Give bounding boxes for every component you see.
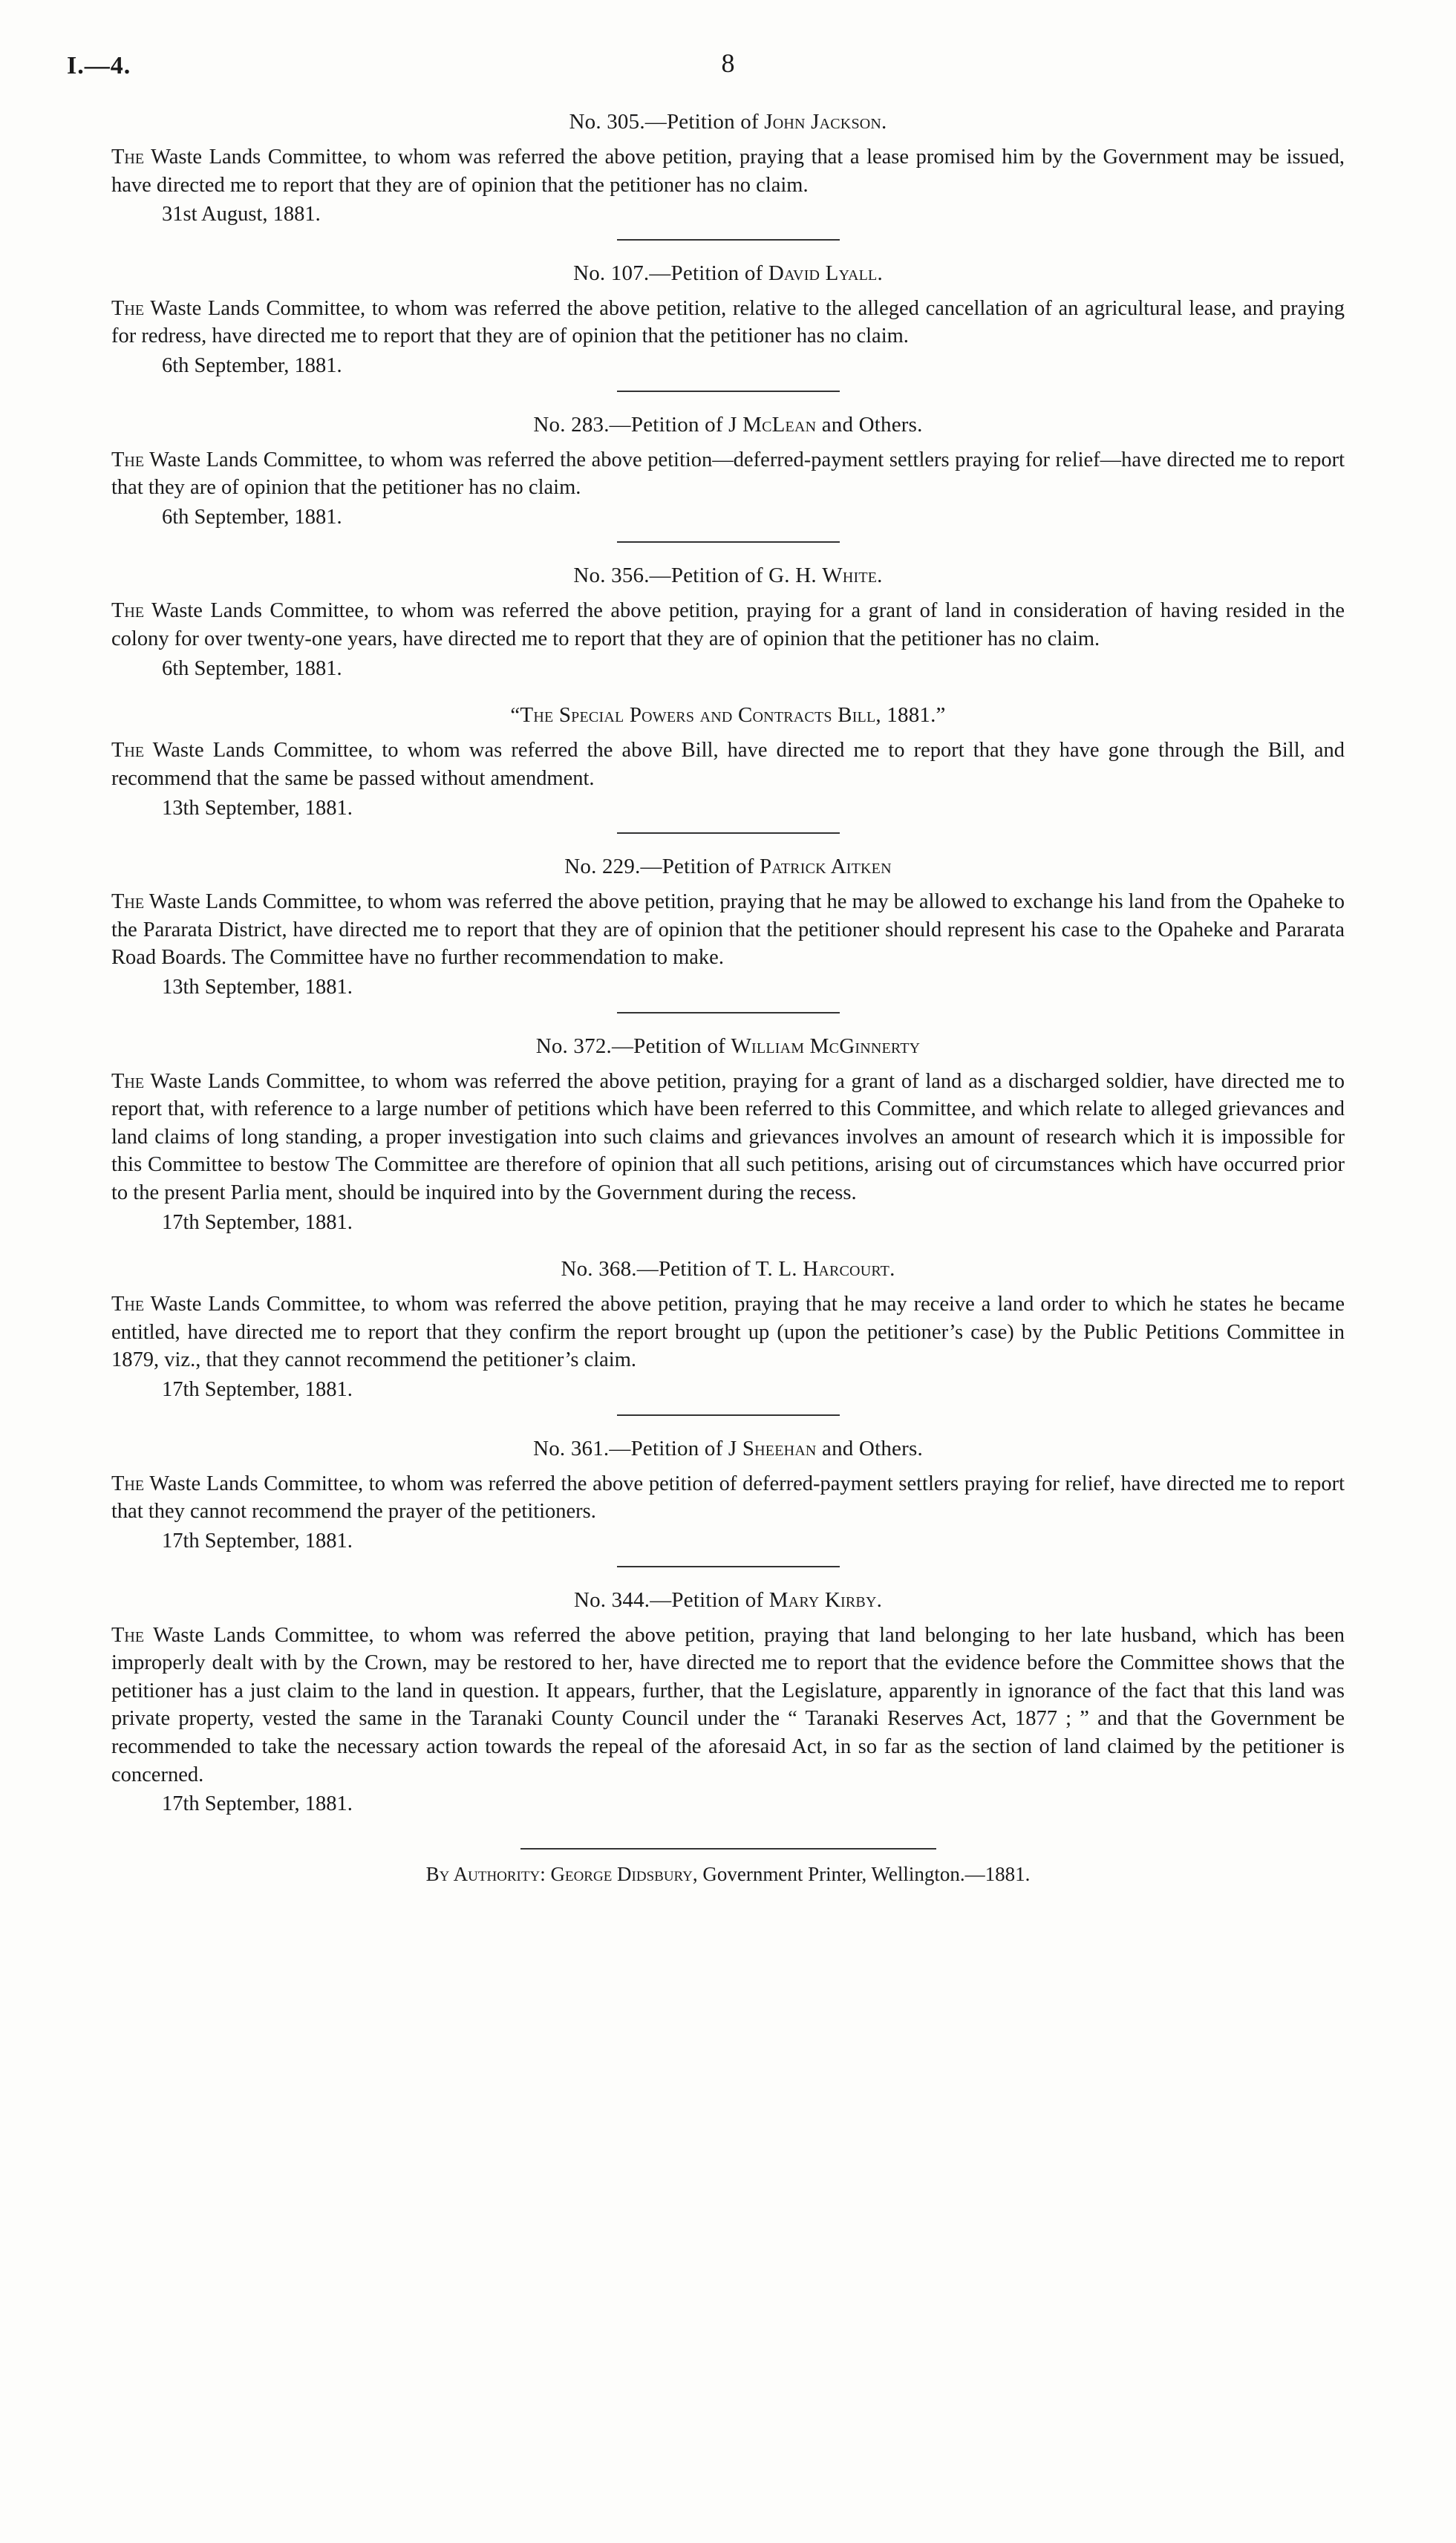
report-section xyxy=(111,1034,1345,1237)
imprint-line xyxy=(111,1863,1345,1886)
section-date: 17th September, 1881. xyxy=(162,1378,353,1402)
section-body xyxy=(111,597,1345,653)
section-heading-prefix: No. 305.—Petition of xyxy=(569,110,765,134)
section-heading-name: White. xyxy=(822,564,883,588)
section-body-text: Waste Lands Committee, to whom was referred the above Bill, have directed me to report that they have gone through the Bill, and recommend that the same be passed without amendment. xyxy=(111,739,1345,790)
section-date: 6th September, 1881. xyxy=(162,656,342,680)
section-divider xyxy=(617,1414,840,1416)
section-heading-prefix: No. 283.—Petition of J xyxy=(533,412,743,437)
section-divider xyxy=(617,1012,840,1013)
section-heading-prefix: No. 107.—Petition of xyxy=(573,261,768,285)
report-section xyxy=(111,703,1345,834)
section-lead-word: The xyxy=(111,890,145,914)
section-divider xyxy=(617,541,840,543)
section-body-text: Waste Lands Committee, to whom was referred the above petition, praying that a lease promised him by the Government may be issued, have directed me to report that they are of opinion that the petitioner has no claim. xyxy=(111,146,1345,197)
section-heading xyxy=(111,413,1345,437)
section-divider xyxy=(617,832,840,834)
section-heading-prefix: No. 229.—Petition of xyxy=(564,855,760,879)
section-heading xyxy=(111,110,1345,134)
page-footer xyxy=(111,1848,1345,1886)
section-heading xyxy=(111,855,1345,879)
report-section xyxy=(111,855,1345,1013)
page-header xyxy=(67,45,1345,89)
section-date: 17th September, 1881. xyxy=(162,1792,353,1816)
section-body xyxy=(111,1068,1345,1207)
section-lead-word: The xyxy=(111,146,145,169)
section-heading xyxy=(111,703,1345,728)
section-heading-suffix: and Others. xyxy=(816,412,923,437)
section-lead-word: The xyxy=(111,1293,145,1316)
section-heading-prefix: No. 372.—Petition of xyxy=(535,1034,731,1058)
section-heading-name: Harcourt. xyxy=(803,1257,895,1282)
section-body xyxy=(111,143,1345,199)
section-heading-suffix: and Others. xyxy=(816,1436,923,1460)
imprint-suffix: Government Printer, Wellington.—1881. xyxy=(697,1862,1031,1885)
section-heading xyxy=(111,1588,1345,1613)
report-section xyxy=(111,413,1345,543)
section-body xyxy=(111,888,1345,972)
section-heading-name: McLean xyxy=(742,412,817,437)
report-section xyxy=(111,1588,1345,1818)
report-section xyxy=(111,110,1345,241)
section-lead-word: The xyxy=(111,1472,145,1495)
section-lead-word: The xyxy=(111,1623,145,1647)
section-lead-word: The xyxy=(111,1069,145,1093)
section-lead-word: The xyxy=(111,599,145,623)
section-heading xyxy=(111,261,1345,286)
report-section xyxy=(111,261,1345,392)
section-body-text: Waste Lands Committee, to whom was referred the above petition, praying that he may be allowed to exchange his land from the Opaheke to the Pararata District, have directed me to report that they are of opinion that the petitioner should represent his case to the Opaheke and Pararata Road Boards. The Committee have no further recommendation to make. xyxy=(111,890,1345,970)
section-body xyxy=(111,446,1345,502)
section-heading-name: “The Special Powers and Contracts Bill, 1881.” xyxy=(510,703,946,728)
section-heading-name: David Lyall. xyxy=(768,261,883,285)
section-divider xyxy=(617,391,840,392)
section-body-text: Waste Lands Committee, to whom was referred the above petition, praying for a grant of land in consideration of having resided in the colony for over twenty-one years, have directed me to report that they are of opinion that the petitioner has no claim. xyxy=(111,599,1345,651)
section-body xyxy=(111,737,1345,792)
section-heading-prefix: No. 356.—Petition of G. H. xyxy=(573,564,823,588)
section-body xyxy=(111,1622,1345,1789)
imprint-prefix: By Authority: xyxy=(425,1862,551,1885)
section-body-text: Waste Lands Committee, to whom was referred the above petition, praying that land belonging to her late husband, which has been improperly dealt with by the Crown, may be restored to her, have directed me to report that the evidence before the Committee shows that the petitioner has a just claim to the land in question. It appears, further, that the Legislature, apparently in ignorance of the fact that this land was private property, vested the same in the Taranaki County Council under the “ Taranaki Reserves Act, 1877 ; ” and that the Government be recommended to take the necessary action towards the repeal of the aforesaid Act, in so far as the section of land claimed by the petitioner is concerned. xyxy=(111,1623,1345,1786)
report-section xyxy=(111,1437,1345,1567)
footer-divider xyxy=(520,1848,936,1850)
section-body xyxy=(111,1290,1345,1374)
section-divider xyxy=(617,239,840,241)
section-heading-name: Patrick Aitken xyxy=(760,855,892,879)
section-heading-prefix: No. 368.—Petition of T. L. xyxy=(561,1257,803,1282)
section-body-text: Waste Lands Committee, to whom was referred the above petition, praying that he may receive a land order to which he states he became entitled, have directed me to report that they confirm the report brought up (upon the petitioner’s case) by the Public Petitions Committee in 1879, viz., that they cannot recommend the petitioner’s claim. xyxy=(111,1293,1345,1372)
report-section xyxy=(111,1257,1345,1415)
section-body-text: Waste Lands Committee, to whom was referred the above petition of deferred-payment settlers praying for relief, have directed me to report that they cannot recommend the prayer of the petitioners. xyxy=(111,1472,1345,1524)
section-lead-word: The xyxy=(111,448,145,471)
section-heading xyxy=(111,1034,1345,1059)
section-heading xyxy=(111,1437,1345,1461)
section-body-text: Waste Lands Committee, to whom was referred the above petition, relative to the alleged cancellation of an agricultural lease, and praying for redress, have directed me to report that they are of opinion that the petitioner has no claim. xyxy=(111,296,1345,348)
section-date: 31st August, 1881. xyxy=(162,203,321,226)
section-body xyxy=(111,1470,1345,1526)
section-body-text: Waste Lands Committee, to whom was referred the above petition—deferred-payment settlers praying for relief—have directed me to report that they are of opinion that the petitioner has no claim. xyxy=(111,448,1345,500)
section-divider xyxy=(617,1566,840,1567)
section-date: 17th September, 1881. xyxy=(162,1529,353,1553)
page-number: 8 xyxy=(721,48,735,78)
section-heading-prefix: No. 344.—Petition of xyxy=(573,1587,769,1612)
section-heading-name: Sheehan xyxy=(742,1436,817,1460)
section-body xyxy=(111,295,1345,350)
section-date: 13th September, 1881. xyxy=(162,796,353,820)
section-heading-name: John Jackson. xyxy=(764,110,887,134)
section-heading xyxy=(111,1257,1345,1282)
section-lead-word: The xyxy=(111,296,145,320)
section-body-text: Waste Lands Committee, to whom was referred the above petition, praying for a grant of land as a discharged soldier, have directed me to report that, with reference to a large number of petitions which have been referred to this Committee, and which relate to alleged grievances and land claims of long standing, a proper investigation into such claims and grievances involves an amount of research which it is impossible for this Committee to bestow The Committee are therefore of opinion that all such petitions, arising out of circumstances which have occurred prior to the present Parlia ment, should be inquired into by the Government during the recess. xyxy=(111,1069,1345,1205)
section-heading-prefix: No. 361.—Petition of J xyxy=(533,1436,742,1460)
section-date: 13th September, 1881. xyxy=(162,975,353,999)
section-lead-word: The xyxy=(111,739,145,763)
section-date: 6th September, 1881. xyxy=(162,354,342,378)
report-section xyxy=(111,564,1345,682)
section-heading xyxy=(111,564,1345,588)
document-reference: I.—4. xyxy=(67,52,131,79)
section-date: 17th September, 1881. xyxy=(162,1210,353,1234)
section-heading-name: Mary Kirby. xyxy=(768,1587,883,1612)
section-heading-name: William McGinnerty xyxy=(731,1034,921,1058)
imprint-printer: George Didsbury, xyxy=(550,1862,698,1885)
section-date: 6th September, 1881. xyxy=(162,505,342,529)
